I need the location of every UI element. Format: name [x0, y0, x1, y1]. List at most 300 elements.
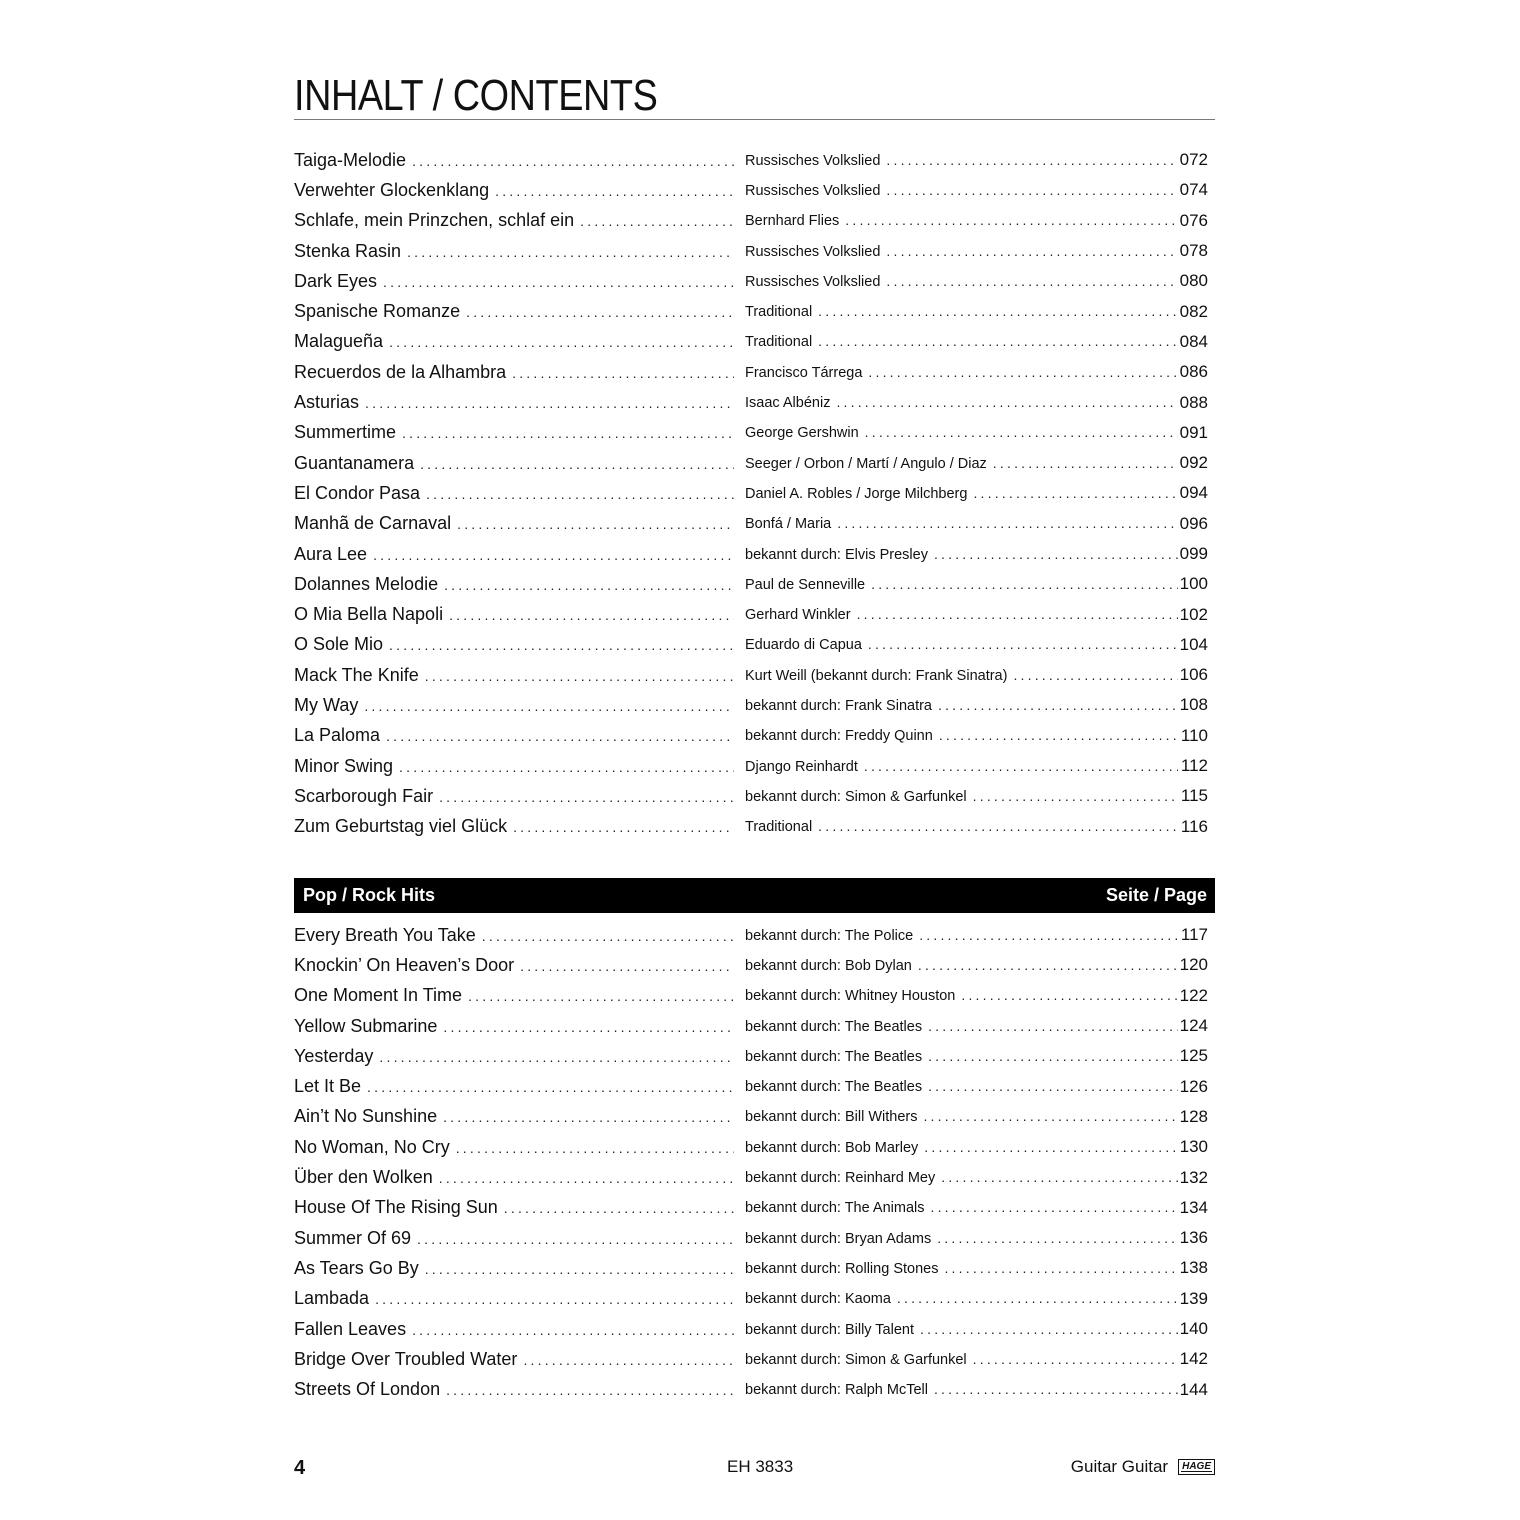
song-title-cell	[294, 695, 734, 716]
contents-row	[294, 1193, 1208, 1223]
dot-leader	[928, 1048, 1178, 1064]
song-title-cell	[294, 756, 734, 777]
contents-row	[294, 950, 1208, 980]
song-page-number: 110	[1180, 725, 1208, 745]
song-page-number: 115	[1180, 786, 1208, 806]
song-artist: bekannt durch: Bob Dylan	[745, 957, 912, 974]
dot-leader	[865, 424, 1178, 440]
dot-leader	[845, 212, 1178, 228]
contents-row	[294, 1253, 1208, 1283]
song-title-cell	[294, 544, 734, 565]
song-title-cell	[294, 513, 734, 534]
artist-cell	[745, 1351, 1178, 1368]
dot-leader	[934, 1381, 1178, 1397]
song-title-cell	[294, 1379, 734, 1400]
contents-row	[294, 236, 1208, 266]
dot-leader	[973, 485, 1178, 501]
song-title: Mack The Knife	[294, 664, 419, 685]
artist-cell	[745, 987, 1178, 1004]
song-title-cell	[294, 210, 734, 231]
song-artist: bekannt durch: The Beatles	[745, 1048, 923, 1065]
contents-row	[294, 1162, 1208, 1192]
song-title: Yellow Submarine	[294, 1015, 438, 1036]
artist-cell	[745, 1381, 1178, 1398]
dot-leader	[961, 987, 1178, 1003]
contents-row	[294, 1223, 1208, 1253]
dot-leader	[930, 1199, 1178, 1215]
dot-leader	[373, 547, 734, 563]
artist-cell	[745, 1139, 1178, 1156]
song-title: Knockin’ On Heaven’s Door	[294, 954, 515, 975]
contents-row	[294, 175, 1208, 205]
artist-cell	[745, 788, 1178, 805]
artist-cell	[745, 394, 1178, 411]
song-title: No Woman, No Cry	[294, 1136, 450, 1157]
song-title-cell	[294, 150, 734, 171]
song-title-cell	[294, 1228, 734, 1249]
contents-row	[294, 812, 1208, 842]
dot-leader	[973, 1351, 1178, 1367]
song-title: Malagueña	[294, 331, 384, 352]
song-title: Über den Wolken	[294, 1167, 433, 1188]
song-artist: Traditional	[745, 304, 813, 321]
dot-leader	[420, 456, 734, 472]
artist-cell	[745, 303, 1178, 320]
song-page-number: 092	[1179, 453, 1208, 473]
song-title-cell	[294, 574, 734, 595]
dot-leader	[868, 364, 1178, 380]
artist-cell	[745, 273, 1178, 290]
dot-leader	[439, 789, 734, 805]
footer-series-title: Guitar Guitar	[1070, 1457, 1169, 1476]
contents-row	[294, 539, 1208, 569]
artist-cell	[745, 485, 1178, 502]
song-title: Fallen Leaves	[294, 1318, 407, 1339]
song-artist: Paul de Senneville	[745, 576, 866, 593]
artist-cell	[745, 576, 1178, 593]
song-page-number: 094	[1179, 483, 1208, 503]
song-title: Yesterday	[294, 1045, 374, 1066]
dot-leader	[920, 1321, 1178, 1337]
contents-row	[294, 981, 1208, 1011]
dot-leader	[379, 1049, 734, 1065]
song-title-cell	[294, 1137, 734, 1158]
contents-row	[294, 1132, 1208, 1162]
contents-row	[294, 1374, 1208, 1404]
contents-row	[294, 327, 1208, 357]
artist-cell	[745, 957, 1178, 974]
song-artist: Eduardo di Capua	[745, 637, 862, 654]
contents-row	[294, 296, 1208, 326]
contents-row	[294, 781, 1208, 811]
dot-leader	[580, 213, 734, 229]
song-title: Lambada	[294, 1288, 370, 1309]
dot-leader	[449, 607, 734, 623]
dot-leader	[886, 152, 1178, 168]
song-page-number: 084	[1179, 331, 1208, 351]
dot-leader	[857, 606, 1178, 622]
artist-cell	[745, 1230, 1178, 1247]
dot-leader	[375, 1291, 734, 1307]
song-page-number: 130	[1179, 1137, 1208, 1157]
dot-leader	[1013, 667, 1178, 683]
song-title: Dark Eyes	[294, 270, 378, 291]
song-page-number: 100	[1179, 574, 1208, 594]
dot-leader	[993, 455, 1178, 471]
song-title-cell	[294, 1319, 734, 1340]
song-page-number: 142	[1179, 1349, 1208, 1369]
artist-cell	[745, 212, 1178, 229]
footer-edition-code: EH 3833	[727, 1457, 794, 1476]
song-title: La Paloma	[294, 725, 381, 746]
dot-leader	[868, 636, 1178, 652]
song-artist: bekannt durch: Whitney Houston	[745, 988, 956, 1005]
dot-leader	[425, 668, 734, 684]
song-page-number: 078	[1179, 241, 1208, 261]
song-artist: bekannt durch: The Police	[745, 927, 914, 944]
song-title: Summertime	[294, 422, 397, 443]
song-artist: Francisco Tárrega	[745, 364, 863, 381]
contents-row	[294, 920, 1208, 950]
song-title: Guantanamera	[294, 452, 415, 473]
contents-row	[294, 357, 1208, 387]
song-title: Verwehter Glockenklang	[294, 179, 490, 200]
song-artist: Russisches Volkslied	[745, 273, 881, 290]
song-title-cell	[294, 241, 734, 262]
song-title-cell	[294, 786, 734, 807]
song-artist: bekannt durch: Billy Talent	[745, 1321, 915, 1338]
artist-cell	[745, 1048, 1178, 1065]
section-title: Pop / Rock Hits	[303, 885, 436, 905]
dot-leader	[818, 818, 1178, 834]
artist-cell	[745, 1290, 1178, 1307]
song-page-number: 116	[1180, 816, 1208, 836]
dot-leader	[402, 425, 734, 441]
song-title: Stenka Rasin	[294, 240, 402, 261]
song-page-number: 140	[1179, 1319, 1208, 1338]
song-title: My Way	[294, 694, 359, 715]
dot-leader	[818, 303, 1178, 319]
song-artist: bekannt durch: Simon & Garfunkel	[745, 788, 967, 805]
song-title-cell	[294, 1076, 734, 1097]
song-artist: bekannt durch: Rolling Stones	[745, 1260, 939, 1277]
song-page-number: 122	[1179, 985, 1208, 1005]
song-page-number: 132	[1179, 1167, 1208, 1187]
song-artist: Russisches Volkslied	[745, 243, 881, 260]
contents-row	[294, 266, 1208, 296]
song-title-cell	[294, 955, 734, 976]
dot-leader	[482, 928, 734, 944]
song-page-number: 124	[1179, 1016, 1208, 1036]
song-title: Zum Geburtstag viel Glück	[294, 816, 508, 837]
song-title: Minor Swing	[294, 755, 394, 776]
dot-leader	[389, 637, 734, 653]
song-title: Ain’t No Sunshine	[294, 1106, 438, 1127]
artist-cell	[745, 697, 1178, 714]
song-title-cell	[294, 331, 734, 352]
song-page-number: 076	[1179, 210, 1208, 230]
song-page-number: 144	[1179, 1379, 1208, 1399]
song-artist: bekannt durch: Reinhard Mey	[745, 1170, 936, 1187]
song-page-number: 117	[1180, 925, 1208, 945]
song-artist: bekannt durch: Bill Withers	[745, 1109, 918, 1126]
song-page-number: 074	[1179, 180, 1208, 200]
song-title: One Moment In Time	[294, 985, 463, 1006]
dot-leader	[468, 988, 734, 1004]
artist-cell	[745, 243, 1178, 260]
dot-leader	[871, 576, 1178, 592]
song-title: Recuerdos de la Alhambra	[294, 361, 507, 382]
song-artist: Kurt Weill (bekannt durch: Frank Sinatra)	[745, 667, 1008, 684]
dot-leader	[837, 515, 1178, 531]
song-title: Bridge Over Troubled Water	[294, 1348, 518, 1369]
song-artist: bekannt durch: The Beatles	[745, 1079, 923, 1096]
song-artist: bekannt durch: Ralph McTell	[745, 1382, 928, 1399]
song-title: Scarborough Fair	[294, 785, 434, 806]
artist-cell	[745, 636, 1178, 653]
song-artist: bekannt durch: Frank Sinatra	[745, 697, 932, 714]
dot-leader	[367, 1079, 734, 1095]
song-title-cell	[294, 422, 734, 443]
contents-row	[294, 630, 1208, 660]
song-title-cell	[294, 634, 734, 655]
dot-leader	[512, 365, 734, 381]
song-artist: Bonfá / Maria	[745, 516, 832, 533]
song-title: Summer Of 69	[294, 1227, 412, 1248]
dot-leader	[923, 1108, 1178, 1124]
song-title-cell	[294, 1106, 734, 1127]
song-title: Asturias	[294, 392, 360, 413]
dot-leader	[412, 1322, 734, 1338]
song-page-number: 139	[1179, 1288, 1208, 1308]
dot-leader	[928, 1018, 1178, 1034]
contents-row	[294, 1284, 1208, 1314]
song-artist: bekannt durch: Kaoma	[745, 1291, 891, 1308]
song-artist: bekannt durch: Freddy Quinn	[745, 728, 933, 745]
song-artist: Bernhard Flies	[745, 213, 840, 230]
dot-leader	[443, 1019, 734, 1035]
artist-cell	[745, 1169, 1178, 1186]
song-page-number: 088	[1179, 392, 1208, 412]
artist-cell	[745, 1108, 1178, 1125]
song-title-cell	[294, 665, 734, 686]
contents-row	[294, 1344, 1208, 1374]
footer-brand	[1071, 1457, 1215, 1477]
song-artist: Gerhard Winkler	[745, 607, 851, 624]
dot-leader	[886, 273, 1178, 289]
song-title-cell	[294, 1258, 734, 1279]
contents-row	[294, 599, 1208, 629]
song-artist: bekannt durch: Bryan Adams	[745, 1230, 932, 1247]
song-page-number: 106	[1179, 665, 1208, 685]
dot-leader	[941, 1169, 1178, 1185]
song-title: Spanische Romanze	[294, 301, 461, 322]
song-title: As Tears Go By	[294, 1257, 419, 1278]
song-artist: Daniel A. Robles / Jorge Milchberg	[745, 485, 968, 502]
dot-leader	[365, 395, 734, 411]
contents-row	[294, 660, 1208, 690]
dot-leader	[934, 546, 1178, 562]
artist-cell	[745, 1199, 1178, 1216]
dot-leader	[412, 153, 734, 169]
song-page-number: 082	[1179, 301, 1208, 321]
contents-row	[294, 478, 1208, 508]
song-artist: bekannt durch: The Animals	[745, 1200, 925, 1217]
artist-cell	[745, 606, 1178, 623]
song-title: Manhã de Carnaval	[294, 513, 452, 534]
dot-leader	[446, 1382, 734, 1398]
artist-cell	[745, 182, 1178, 199]
song-artist: Isaac Albéniz	[745, 395, 831, 412]
song-page-number: 102	[1179, 604, 1208, 624]
artist-cell	[745, 1260, 1178, 1277]
song-page-number: 104	[1179, 634, 1208, 654]
song-title-cell	[294, 925, 734, 946]
page-title: INHALT / CONTENTS	[294, 71, 658, 120]
song-title: El Condor Pasa	[294, 482, 421, 503]
contents-row	[294, 1071, 1208, 1101]
contents-row	[294, 721, 1208, 751]
artist-cell	[745, 1078, 1178, 1095]
song-page-number: 096	[1179, 513, 1208, 533]
song-page-number: 125	[1179, 1046, 1208, 1066]
contents-row	[294, 509, 1208, 539]
song-artist: Django Reinhardt	[745, 758, 858, 775]
artist-cell	[745, 152, 1178, 169]
dot-leader	[919, 927, 1178, 943]
contents-row	[294, 690, 1208, 720]
song-title-cell	[294, 362, 734, 383]
contents-page	[294, 0, 1215, 1520]
song-artist: bekannt durch: Simon & Garfunkel	[745, 1351, 967, 1368]
publisher-logo: HAGE	[1178, 1459, 1215, 1475]
song-title-cell	[294, 271, 734, 292]
song-title: Every Breath You Take	[294, 924, 476, 945]
song-title-cell	[294, 1167, 734, 1188]
song-page-number: 080	[1179, 271, 1208, 291]
artist-cell	[745, 758, 1178, 775]
song-artist: George Gershwin	[745, 425, 859, 442]
artist-cell	[745, 515, 1178, 532]
dot-leader	[444, 577, 734, 593]
section-page-heading: Seite / Page	[1105, 885, 1207, 905]
dot-leader	[457, 516, 734, 532]
song-page-number: 108	[1179, 695, 1208, 715]
song-page-number: 134	[1179, 1197, 1208, 1217]
artist-cell	[745, 1321, 1178, 1338]
dot-leader	[513, 819, 734, 835]
dot-leader	[456, 1140, 734, 1156]
song-title-cell	[294, 1349, 734, 1370]
dot-leader	[439, 1170, 734, 1186]
contents-list-classics	[294, 145, 1208, 842]
dot-leader	[389, 334, 734, 350]
title-divider	[294, 119, 1215, 120]
footer-page-number: 4	[294, 1457, 306, 1479]
dot-leader	[364, 698, 734, 714]
song-page-number: 086	[1179, 362, 1208, 382]
dot-leader	[386, 728, 734, 744]
dot-leader	[864, 758, 1178, 774]
song-title-cell	[294, 725, 734, 746]
contents-row	[294, 1041, 1208, 1071]
contents-row	[294, 1102, 1208, 1132]
dot-leader	[918, 957, 1178, 973]
dot-leader	[973, 788, 1178, 804]
contents-row	[294, 1011, 1208, 1041]
dot-leader	[407, 244, 734, 260]
song-artist: bekannt durch: Elvis Presley	[745, 546, 928, 563]
song-artist: Russisches Volkslied	[745, 182, 881, 199]
song-title-cell	[294, 1046, 734, 1067]
song-title: Let It Be	[294, 1076, 362, 1097]
song-title-cell	[294, 985, 734, 1006]
dot-leader	[836, 394, 1178, 410]
song-page-number: 072	[1179, 150, 1208, 170]
song-title: O Mia Bella Napoli	[294, 604, 444, 625]
contents-row	[294, 1314, 1208, 1344]
dot-leader	[425, 1261, 734, 1277]
artist-cell	[745, 546, 1178, 563]
dot-leader	[928, 1078, 1178, 1094]
dot-leader	[886, 182, 1178, 198]
artist-cell	[745, 455, 1178, 472]
dot-leader	[399, 759, 734, 775]
song-title-cell	[294, 604, 734, 625]
song-title: Schlafe, mein Prinzchen, schlaf ein	[294, 210, 575, 231]
dot-leader	[523, 1352, 734, 1368]
song-title: O Sole Mio	[294, 634, 384, 655]
song-page-number: 120	[1179, 955, 1208, 975]
song-artist: Seeger / Orbon / Martí / Angulo / Diaz	[745, 455, 987, 472]
dot-leader	[520, 958, 734, 974]
contents-row	[294, 418, 1208, 448]
song-artist: bekannt durch: Bob Marley	[745, 1139, 919, 1156]
song-title: Dolannes Melodie	[294, 573, 439, 594]
dot-leader	[495, 183, 734, 199]
artist-cell	[745, 667, 1178, 684]
song-title-cell	[294, 180, 734, 201]
song-artist: Traditional	[745, 334, 813, 351]
song-title-cell	[294, 1288, 734, 1309]
artist-cell	[745, 424, 1178, 441]
song-title: Taiga-Melodie	[294, 149, 407, 170]
dot-leader	[417, 1231, 734, 1247]
song-title-cell	[294, 1197, 734, 1218]
dot-leader	[937, 1230, 1178, 1246]
dot-leader	[897, 1290, 1178, 1306]
dot-leader	[938, 697, 1178, 713]
dot-leader	[466, 304, 734, 320]
song-page-number: 091	[1179, 422, 1208, 442]
dot-leader	[426, 486, 734, 502]
contents-list-pop-rock	[294, 920, 1208, 1405]
artist-cell	[745, 364, 1178, 381]
dot-leader	[944, 1260, 1178, 1276]
song-title-cell	[294, 816, 734, 837]
song-artist: Russisches Volkslied	[745, 152, 881, 169]
song-page-number: 126	[1179, 1076, 1208, 1096]
song-title-cell	[294, 392, 734, 413]
contents-row	[294, 751, 1208, 781]
artist-cell	[745, 818, 1178, 835]
dot-leader	[939, 727, 1178, 743]
song-title-cell	[294, 1016, 734, 1037]
contents-row	[294, 206, 1208, 236]
dot-leader	[886, 243, 1178, 259]
song-artist: bekannt durch: The Beatles	[745, 1018, 923, 1035]
contents-row	[294, 387, 1208, 417]
